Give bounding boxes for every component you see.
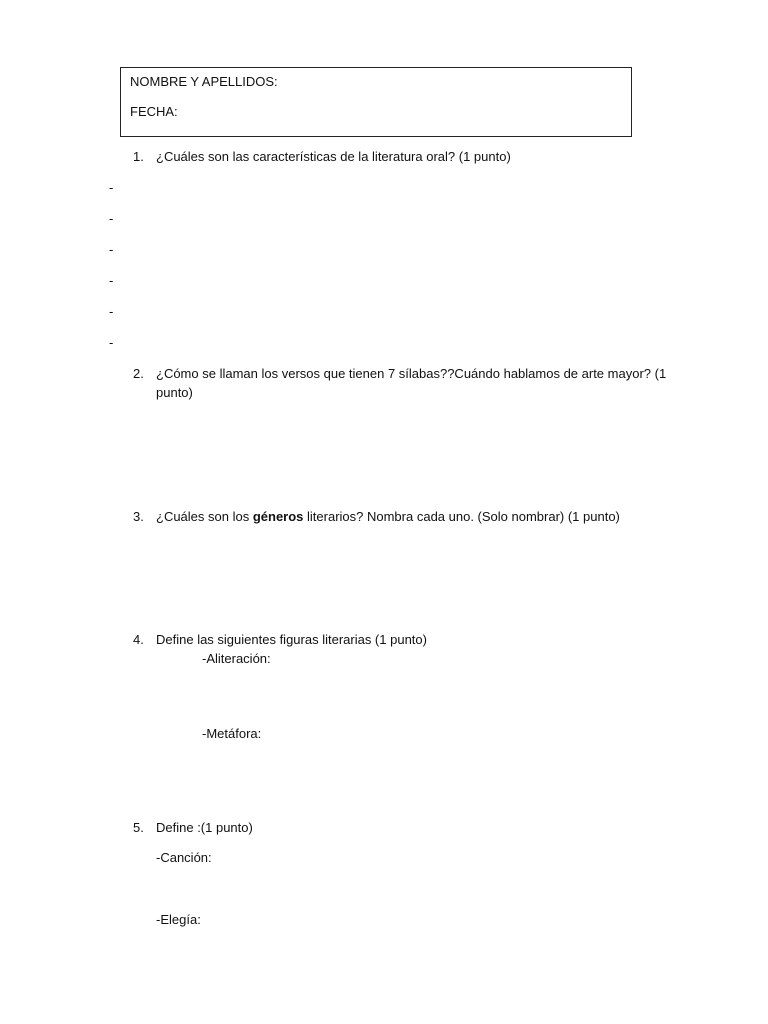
- answer-dash: -: [109, 211, 114, 226]
- question-4-text: Define las siguientes figuras literarias (1 punto): [156, 632, 427, 647]
- question-4-item-metafora: -Metáfora:: [202, 726, 262, 741]
- question-5-number: 5.: [133, 820, 144, 835]
- question-1-number: 1.: [133, 149, 144, 164]
- question-5-item-cancion: -Canción:: [156, 850, 212, 865]
- question-3-text-pre: ¿Cuáles son los: [156, 509, 253, 524]
- question-3-text: [156, 507, 620, 526]
- question-3-text-post: literarios? Nombra cada uno. (Solo nombrar) (1 punto): [303, 509, 620, 524]
- answer-dash: -: [109, 180, 114, 195]
- answer-dash: -: [109, 304, 114, 319]
- question-3-text-bold: géneros: [252, 509, 304, 524]
- question-5-item-elegia: -Elegía:: [156, 912, 201, 927]
- question-4-number: 4.: [133, 632, 144, 647]
- date-label: FECHA:: [130, 104, 178, 119]
- question-2-text-line2: punto): [156, 385, 193, 400]
- answer-dash: -: [109, 242, 114, 257]
- answer-dash: -: [109, 273, 114, 288]
- question-3-number: 3.: [133, 509, 144, 524]
- question-1-text: ¿Cuáles son las características de la literatura oral? (1 punto): [156, 149, 511, 164]
- name-label: NOMBRE Y APELLIDOS:: [130, 74, 278, 89]
- question-2-text-line1: ¿Cómo se llaman los versos que tienen 7 sílabas??Cuándo hablamos de arte mayor? (1: [156, 366, 667, 381]
- student-info-box: [120, 67, 632, 137]
- question-4-item-aliteracion: -Aliteración:: [202, 651, 271, 666]
- answer-dash: -: [109, 335, 114, 350]
- question-5-text: Define :(1 punto): [156, 820, 253, 835]
- question-2-number: 2.: [133, 366, 144, 381]
